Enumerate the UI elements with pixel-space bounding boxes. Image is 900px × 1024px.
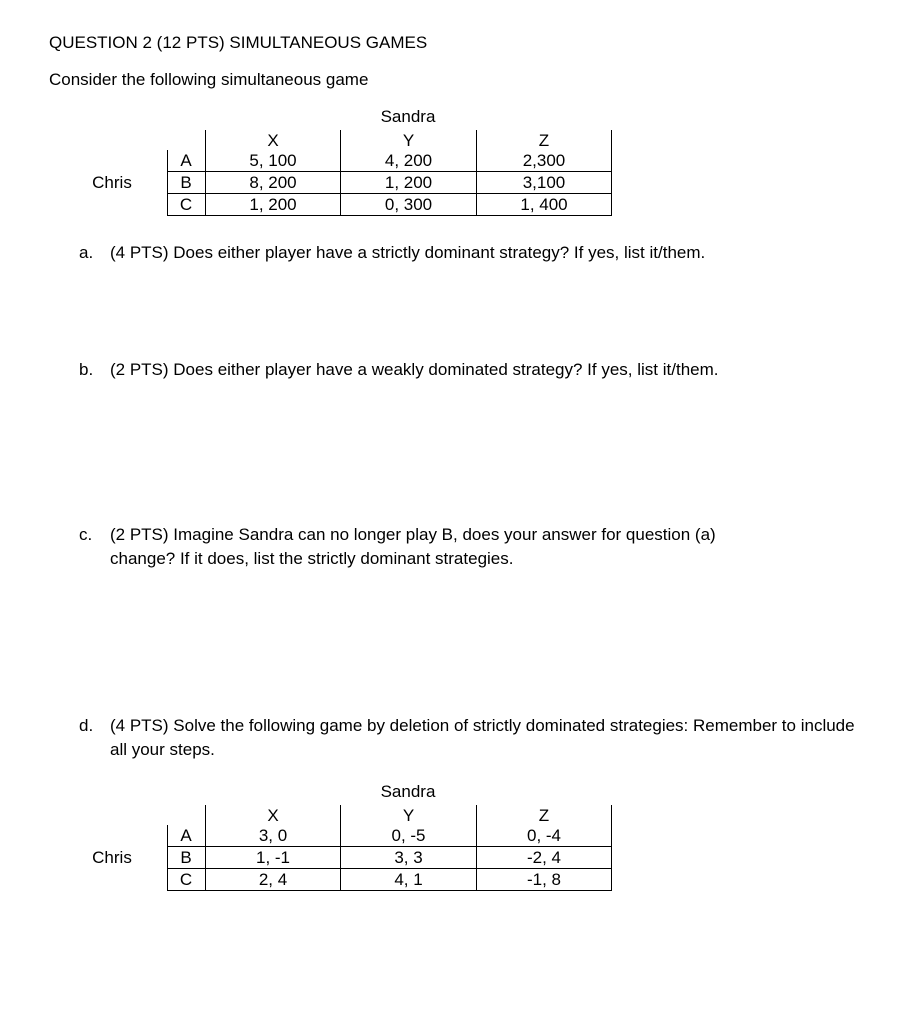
payoff-matrix-1 [0, 106, 900, 216]
row-strategy-c: C [179, 870, 193, 889]
question-text: (2 PTS) Does either player have a weakly dominated strategy? If yes, list it/them. [110, 360, 719, 379]
row-strategy-a: A [180, 151, 192, 170]
payoff-cell: 1, 200 [384, 173, 433, 192]
payoff-cell: 2,300 [522, 151, 566, 170]
column-header-x: X [267, 806, 279, 825]
row-strategy-b: B [180, 848, 192, 867]
payoff-cell: 2, 4 [258, 870, 288, 889]
column-player-label: Sandra [380, 782, 436, 801]
payoff-matrix-2 [0, 781, 900, 891]
payoff-cell: 3, 3 [394, 848, 423, 867]
column-header-z: Z [538, 806, 550, 825]
payoff-cell: 5, 100 [249, 151, 297, 170]
payoff-cell: 0, -4 [526, 826, 562, 845]
column-header-y: Y [402, 131, 415, 150]
payoff-cell: 1, -1 [255, 848, 291, 867]
question-label: d. [79, 716, 94, 735]
payoff-cell: 1, 400 [520, 195, 568, 214]
payoff-cell: 8, 200 [249, 173, 297, 192]
question-text: (4 PTS) Does either player have a strictly dominant strategy? If yes, list it/them. [110, 243, 706, 262]
column-player-label: Sandra [380, 107, 436, 126]
payoff-cell: -1, 8 [526, 870, 562, 889]
question-text: (4 PTS) Solve the following game by deletion of strictly dominated strategies: Remember to include all your steps. [110, 716, 855, 759]
payoff-cell: 1, 200 [249, 195, 297, 214]
column-header-y: Y [402, 806, 415, 825]
question-title: QUESTION 2 (12 PTS) SIMULTANEOUS GAMES [49, 33, 428, 52]
payoff-cell: 0, -5 [391, 826, 426, 845]
question-label: b. [79, 360, 94, 379]
payoff-cell: -2, 4 [526, 848, 562, 867]
row-strategy-c: C [179, 195, 193, 214]
question-label: a. [79, 243, 94, 262]
question-label: c. [79, 525, 93, 544]
payoff-cell: 3, 0 [258, 826, 288, 845]
question-text: (2 PTS) Imagine Sandra can no longer play B, does your answer for question (a) change? If it does, list the strictly dominant strategies. [110, 525, 716, 568]
payoff-cell: 3,100 [522, 173, 566, 192]
row-strategy-a: A [180, 826, 192, 845]
payoff-cell: 4, 200 [384, 151, 433, 170]
row-strategy-b: B [180, 173, 192, 192]
payoff-cell: 4, 1 [394, 870, 423, 889]
column-header-z: Z [538, 131, 550, 150]
column-header-x: X [267, 131, 279, 150]
payoff-cell: 0, 300 [384, 195, 433, 214]
row-player-label: Chris [92, 848, 132, 867]
row-player-label: Chris [92, 173, 132, 192]
intro-text: Consider the following simultaneous game [49, 70, 369, 89]
